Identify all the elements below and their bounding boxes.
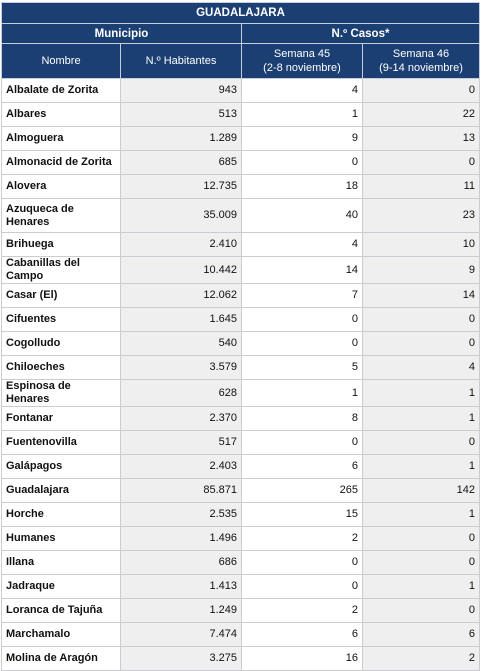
semana45-cell: 0 [242,575,363,599]
semana45-cell: 2 [242,599,363,623]
semana45-cell: 9 [242,127,363,151]
municipio-name-cell: Almonacid de Zorita [2,151,121,175]
habitantes-cell: 513 [121,103,242,127]
habitantes-cell: 517 [121,431,242,455]
semana45-cell: 0 [242,308,363,332]
table-row [2,332,480,356]
habitantes-cell: 685 [121,151,242,175]
table-body [2,79,480,671]
semana45-cell: 40 [242,199,363,233]
habitantes-cell: 7.474 [121,623,242,647]
column-header-nombre: Nombre [2,44,121,79]
table-row [2,599,480,623]
semana46-title: Semana 46 [392,48,450,60]
habitantes-cell: 35.009 [121,199,242,233]
semana45-cell: 1 [242,103,363,127]
municipio-name-cell: Loranca de Tajuña [2,599,121,623]
municipio-name-cell: Fuentenovilla [2,431,121,455]
semana46-cell: 0 [363,79,480,103]
semana45-cell: 4 [242,79,363,103]
habitantes-cell: 2.370 [121,407,242,431]
habitantes-cell: 628 [121,380,242,407]
semana45-cell: 0 [242,332,363,356]
table-row [2,479,480,503]
semana46-cell: 13 [363,127,480,151]
semana45-dates: (2-8 noviembre) [263,62,341,74]
municipio-name-cell: Cifuentes [2,308,121,332]
semana46-cell: 0 [363,332,480,356]
semana45-cell: 265 [242,479,363,503]
habitantes-cell: 943 [121,79,242,103]
municipio-name-cell: Cabanillas del Campo [2,257,121,284]
table-row [2,356,480,380]
column-header-semana45 [242,44,363,79]
municipio-name-cell: Humanes [2,527,121,551]
table-row [2,175,480,199]
table-row [2,503,480,527]
column-header-habitantes: N.º Habitantes [121,44,242,79]
semana46-cell: 4 [363,356,480,380]
semana46-cell: 22 [363,103,480,127]
table-row [2,623,480,647]
table-row [2,127,480,151]
table-row [2,380,480,407]
habitantes-cell: 3.579 [121,356,242,380]
habitantes-cell: 12.735 [121,175,242,199]
group-header-municipio: Municipio [2,24,242,44]
cases-table [1,2,480,671]
municipio-name-cell: Almoguera [2,127,121,151]
group-header-casos: N.º Casos* [242,24,480,44]
table-row [2,575,480,599]
semana45-cell: 6 [242,455,363,479]
semana46-cell: 9 [363,257,480,284]
semana45-cell: 16 [242,647,363,671]
municipio-name-cell: Guadalajara [2,479,121,503]
semana46-cell: 0 [363,551,480,575]
table-row [2,527,480,551]
municipio-name-cell: Marchamalo [2,623,121,647]
semana46-cell: 10 [363,233,480,257]
municipio-name-cell: Fontanar [2,407,121,431]
municipio-name-cell: Casar (El) [2,284,121,308]
semana45-cell: 0 [242,151,363,175]
table-row [2,79,480,103]
habitantes-cell: 2.403 [121,455,242,479]
habitantes-cell: 686 [121,551,242,575]
municipio-name-cell: Albalate de Zorita [2,79,121,103]
semana46-cell: 1 [363,380,480,407]
table-row [2,103,480,127]
habitantes-cell: 1.496 [121,527,242,551]
habitantes-cell: 1.645 [121,308,242,332]
semana45-cell: 2 [242,527,363,551]
table-row [2,151,480,175]
semana46-cell: 0 [363,527,480,551]
municipio-name-cell: Alovera [2,175,121,199]
municipio-name-cell: Brihuega [2,233,121,257]
semana46-cell: 6 [363,623,480,647]
semana46-cell: 0 [363,599,480,623]
semana45-cell: 8 [242,407,363,431]
municipio-name-cell: Cogolludo [2,332,121,356]
municipio-name-cell: Jadraque [2,575,121,599]
table-row [2,257,480,284]
semana46-cell: 1 [363,503,480,527]
semana45-cell: 1 [242,380,363,407]
semana45-cell: 6 [242,623,363,647]
table-row [2,284,480,308]
table-row [2,199,480,233]
habitantes-cell: 12.062 [121,284,242,308]
habitantes-cell: 540 [121,332,242,356]
table-row [2,551,480,575]
habitantes-cell: 1.289 [121,127,242,151]
semana45-title: Semana 45 [273,48,331,60]
semana45-cell: 15 [242,503,363,527]
habitantes-cell: 2.410 [121,233,242,257]
semana46-cell: 0 [363,151,480,175]
semana45-cell: 0 [242,431,363,455]
semana46-cell: 0 [363,431,480,455]
semana45-cell: 7 [242,284,363,308]
region-title: GUADALAJARA [2,3,480,24]
semana46-cell: 1 [363,575,480,599]
table-row [2,431,480,455]
semana46-cell: 11 [363,175,480,199]
semana46-cell: 1 [363,455,480,479]
municipio-name-cell: Molina de Aragón [2,647,121,671]
table-row [2,455,480,479]
habitantes-cell: 10.442 [121,257,242,284]
column-header-semana46 [363,44,480,79]
habitantes-cell: 1.413 [121,575,242,599]
habitantes-cell: 3.275 [121,647,242,671]
table-row [2,647,480,671]
municipio-name-cell: Illana [2,551,121,575]
municipio-name-cell: Albares [2,103,121,127]
habitantes-cell: 1.249 [121,599,242,623]
semana45-cell: 5 [242,356,363,380]
semana46-cell: 142 [363,479,480,503]
municipio-name-cell: Galápagos [2,455,121,479]
semana46-cell: 2 [363,647,480,671]
semana46-dates: (9-14 noviembre) [379,62,463,74]
table-row [2,308,480,332]
semana46-cell: 14 [363,284,480,308]
habitantes-cell: 2.535 [121,503,242,527]
semana45-cell: 14 [242,257,363,284]
municipio-name-cell: Espinosa de Henares [2,380,121,407]
table-row [2,233,480,257]
municipio-name-cell: Azuqueca de Henares [2,199,121,233]
municipio-name-cell: Horche [2,503,121,527]
semana46-cell: 1 [363,407,480,431]
semana46-cell: 23 [363,199,480,233]
semana45-cell: 18 [242,175,363,199]
habitantes-cell: 85.871 [121,479,242,503]
semana45-cell: 0 [242,551,363,575]
semana45-cell: 4 [242,233,363,257]
semana46-cell: 0 [363,308,480,332]
table-row [2,407,480,431]
municipio-name-cell: Chiloeches [2,356,121,380]
